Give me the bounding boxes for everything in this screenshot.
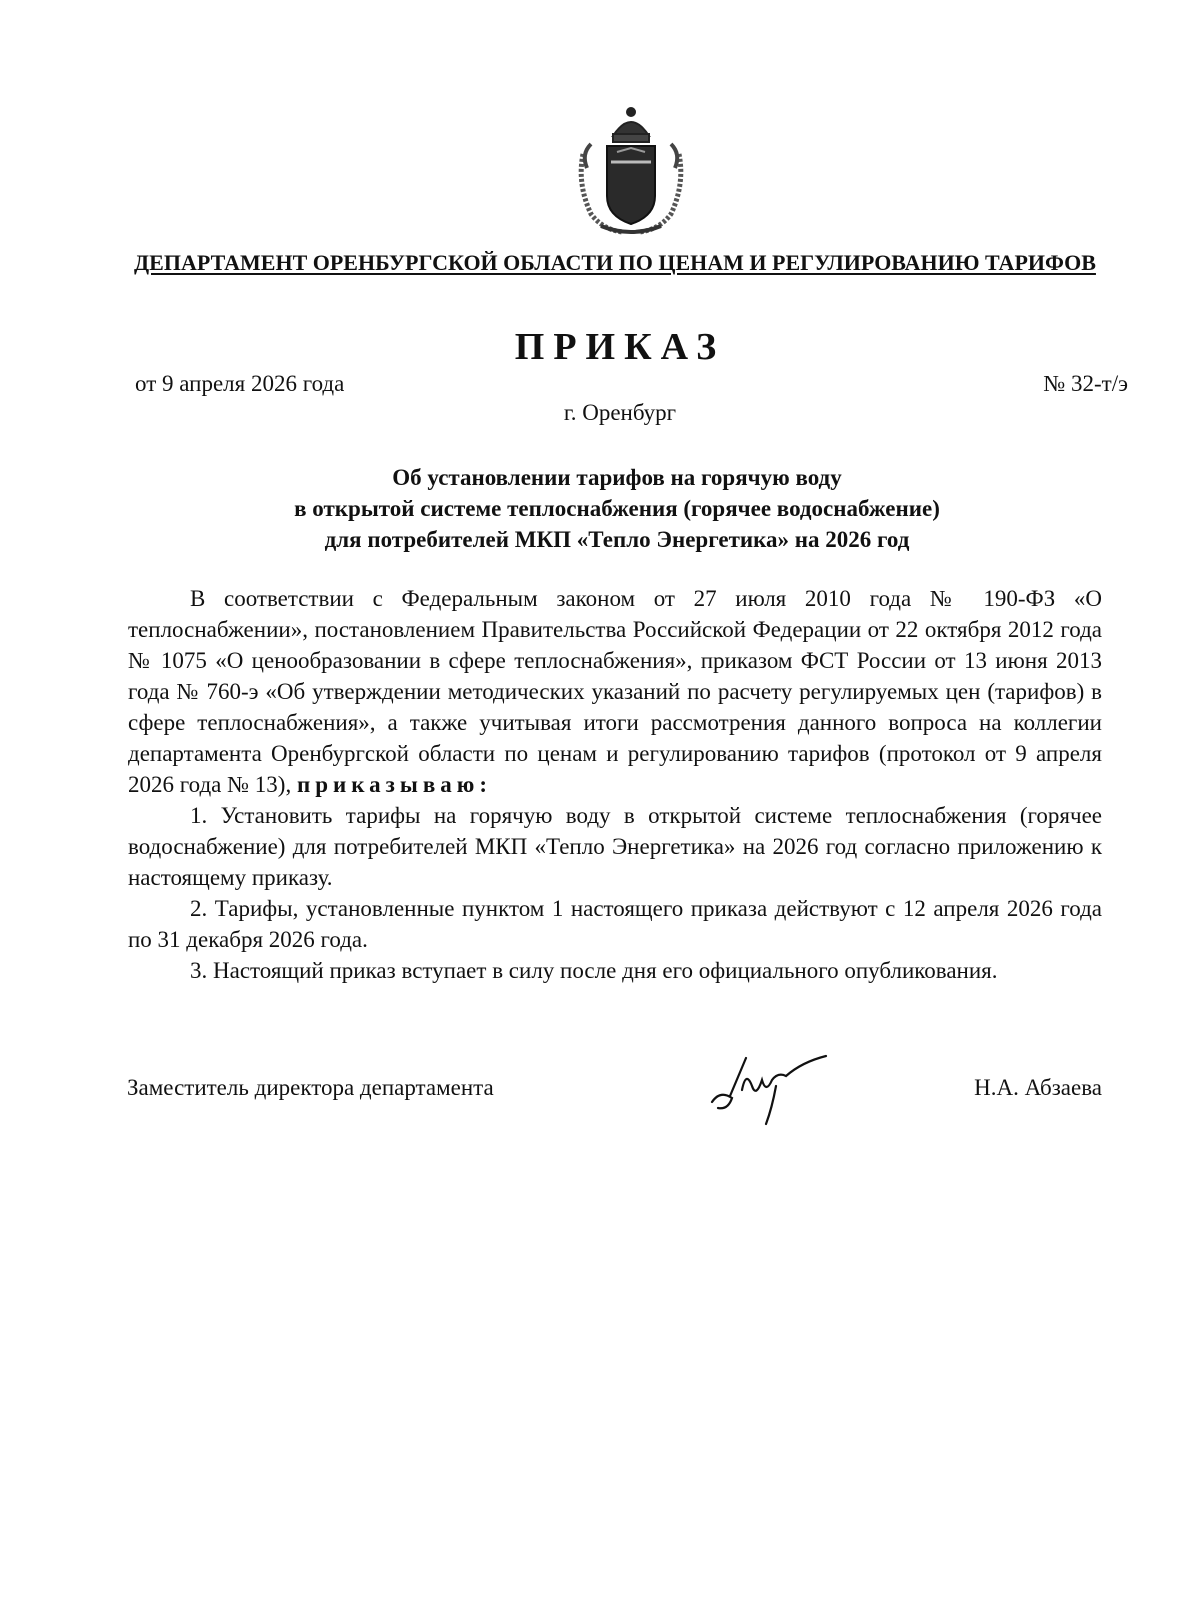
- preamble-text: В соответствии с Федеральным законом от 27 июля 2010 года № 190-ФЗ «О теплоснабжении», постановлением Правительства Российской Федерации от 22 октября 2012 года № 1075 «О ценообразовании в сфере теплоснабжения», приказом ФСТ России от 13 июня 2013 года № 760-э «Об утверждении методических указаний по расчету регулируемых цен (тарифов) в сфере теплоснабжения», а также учитывая итоги рассмотрения данного вопроса на коллегии департамента Оренбургской области по ценам и регулированию тарифов (протокол от 9 апреля 2026 года № 13),: [128, 586, 1102, 797]
- title-line-1: Об установлении тарифов на горячую воду: [392, 465, 842, 490]
- order-title: [0, 462, 1200, 555]
- signer-position: Заместитель директора департамента: [127, 1075, 494, 1100]
- title-line-3: для потребителей МКП «Тепло Энергетика» на 2026 год: [324, 527, 910, 552]
- signee-name: Н.А. Абзаева: [974, 1075, 1102, 1100]
- title-line-2: в открытой системе теплоснабжения (горячее водоснабжение): [294, 496, 940, 521]
- coat-of-arms-emblem: [573, 104, 689, 238]
- order-item-1: 1. Установить тарифы на горячую воду в открытой системе теплоснабжения (горячее водоснабжение) для потребителей МКП «Тепло Энергетика» на 2026 год согласно приложению к настоящему приказу.: [128, 803, 1102, 890]
- order-number: № 32-т/э: [1043, 371, 1128, 396]
- document-type-heading: ПРИКАЗ: [514, 326, 726, 368]
- order-body: [128, 583, 1102, 986]
- order-date: от 9 апреля 2026 года: [135, 371, 345, 396]
- handwritten-signature: [706, 1050, 836, 1130]
- preamble-paragraph: [128, 583, 1102, 800]
- order-item-3: 3. Настоящий приказ вступает в силу после дня его официального опубликования.: [190, 958, 998, 983]
- order-item-2: 2. Тарифы, установленные пунктом 1 настоящего приказа действуют с 12 апреля 2026 года по 31 декабря 2026 года.: [128, 896, 1102, 952]
- department-name: ДЕПАРТАМЕНТ ОРЕНБУРГСКОЙ ОБЛАСТИ ПО ЦЕНАМ И РЕГУЛИРОВАНИЮ ТАРИФОВ: [134, 250, 1096, 275]
- order-city: г. Оренбург: [563, 400, 677, 425]
- command-word: приказываю:: [296, 772, 493, 797]
